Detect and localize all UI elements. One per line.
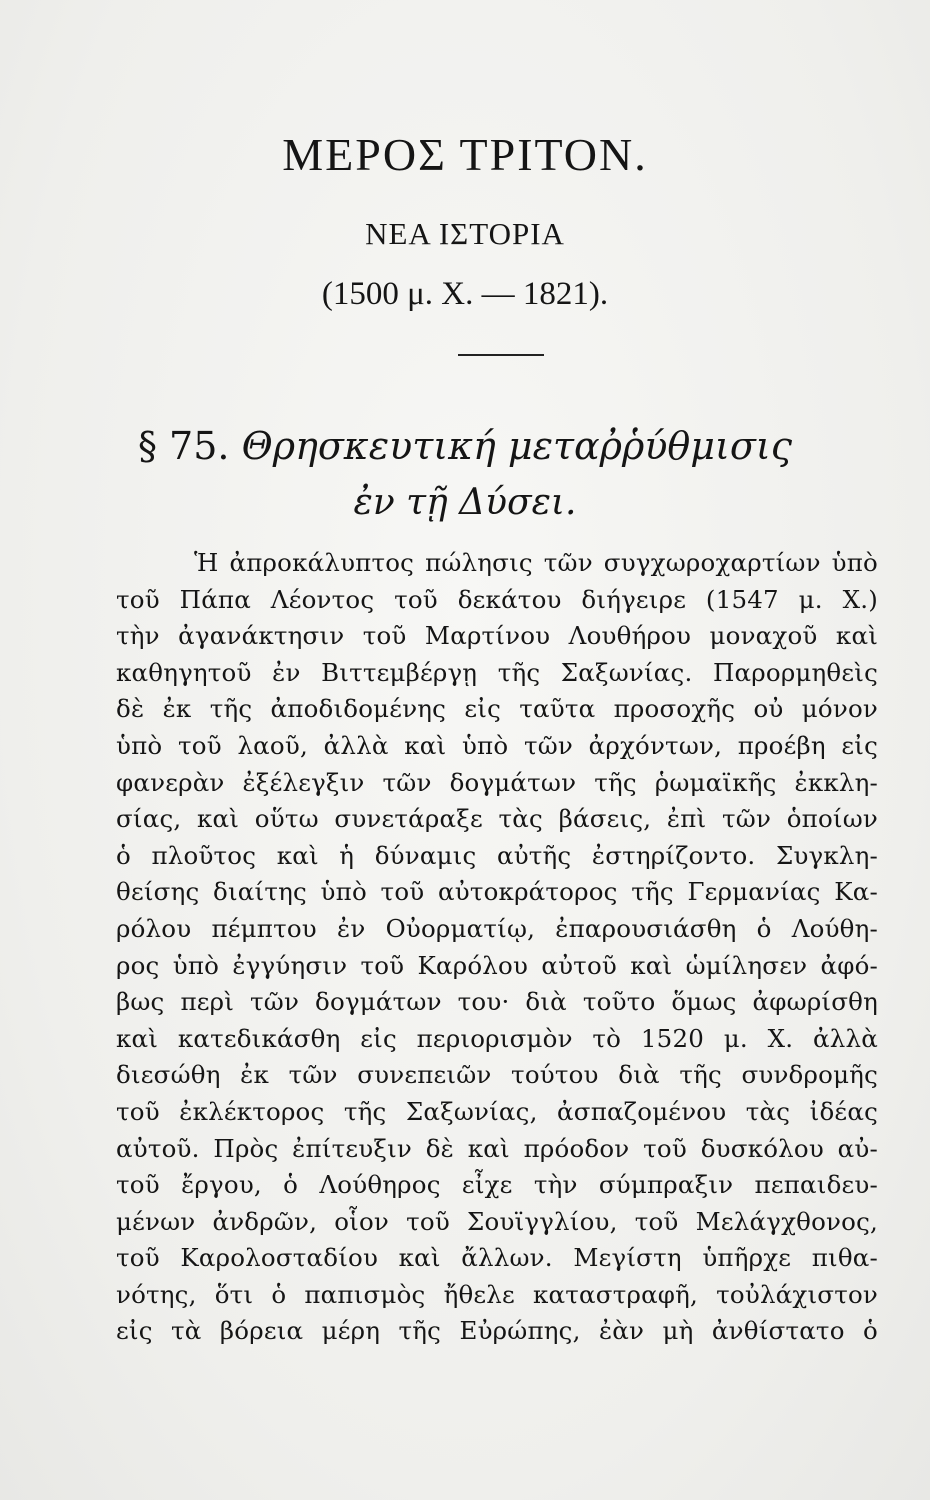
divider-rule [458, 354, 544, 356]
text-line: ὑπὸ τοῦ λαοῦ, ἀλλὰ καὶ ὑπὸ τῶν ἀρχόντων, προέβη εἰς [116, 730, 878, 760]
chapter-title-line1: Θρησκευτική μεταῤῥύθμισις [241, 424, 793, 468]
date-range: (1500 μ. Χ. — 1821). [321, 276, 609, 312]
text-line: θείσης διαίτης ὑπὸ τοῦ αὐτοκράτορος τῆς Γερμανίας Κα- [116, 877, 878, 907]
text-line: καὶ κατεδικάσθη εἰς περιορισμὸν τὸ 1520 μ. Χ. ἀλλὰ [116, 1023, 878, 1053]
text-line: καθηγητοῦ ἐν Βιττεμβέργῃ τῆς Σαξωνίας. Παρορμηθεὶς [116, 657, 878, 687]
text-line: τὴν ἀγανάκτησιν τοῦ Μαρτίνου Λουθήρου μοναχοῦ καὶ [116, 621, 878, 651]
text-line: δὲ ἐκ τῆς ἀποδιδομένης εἰς ταῦτα προσοχῆς οὐ μόνον [116, 694, 878, 724]
chapter-number: § 75. [137, 424, 230, 468]
chapter-heading [0, 424, 930, 468]
text-line: Ἡ ἀπροκάλυπτος πώλησις τῶν συγχωροχαρτίων ὑπὸ [194, 548, 878, 577]
text-line: ρόλου πέμπτου ἐν Οὐορματίῳ, ἐπαρουσιάσθη ὁ Λούθη- [116, 913, 878, 943]
text-line: εἰς τὰ βόρεια μέρη τῆς Εὐρώπης, ἐὰν μὴ ἀνθίστατο ὁ [116, 1316, 878, 1346]
text-line: ρος ὑπὸ ἐγγύησιν τοῦ Καρόλου αὐτοῦ καὶ ὡμίλησεν ἀφό- [116, 950, 878, 980]
text-line: σίας, καὶ οὕτω συνετάραξε τὰς βάσεις, ἐπὶ τῶν ὁποίων [116, 804, 878, 834]
text-line: τοῦ ἔργου, ὁ Λούθηρος εἶχε τὴν σύμπραξιν πεπαιδευ- [116, 1170, 878, 1200]
text-line: βως περὶ τῶν δογμάτων του· διὰ τοῦτο ὅμως ἀφωρίσθη [116, 987, 878, 1017]
text-line: αὐτοῦ. Πρὸς ἐπίτευξιν δὲ καὶ πρόοδον τοῦ δυσκόλου αὐ- [116, 1133, 878, 1163]
text-line: νότης, ὅτι ὁ παπισμὸς ἤθελε καταστραφῆ, τοὐλάχιστον [116, 1279, 878, 1309]
body-text [116, 545, 878, 1350]
section-subtitle: ΝΕΑ ΙΣΤΟΡΙΑ [365, 216, 565, 251]
text-line: μένων ἀνδρῶν, οἷον τοῦ Σουϊγγλίου, τοῦ Μελάγχθονος, [116, 1206, 878, 1236]
text-line: τοῦ ἐκλέκτορος τῆς Σαξωνίας, ἀσπαζομένου τὰς ἰδέας [116, 1096, 878, 1126]
text-line: διεσώθη ἐκ τῶν συνεπειῶν τούτου διὰ τῆς συνδρομῆς [116, 1060, 878, 1090]
text-line: ὁ πλοῦτος καὶ ἡ δύναμις αὐτῆς ἐστηρίζοντο. Συγκλη- [116, 840, 878, 870]
text-line: τοῦ Καρολοσταδίου καὶ ἄλλων. Μεγίστη ὑπῆρχε πιθα- [116, 1243, 878, 1273]
text-line: φανερὰν ἐξέλεγξιν τῶν δογμάτων τῆς ῥωμαϊκῆς ἐκκλη- [116, 767, 878, 797]
chapter-title-line2: ἐν τῇ Δύσει. [353, 482, 577, 523]
part-title: ΜΕΡΟΣ ΤΡΙΤΟΝ. [282, 129, 648, 180]
text-line: τοῦ Πάπα Λέοντος τοῦ δεκάτου διήγειρε (1547 μ. Χ.) [116, 584, 878, 614]
